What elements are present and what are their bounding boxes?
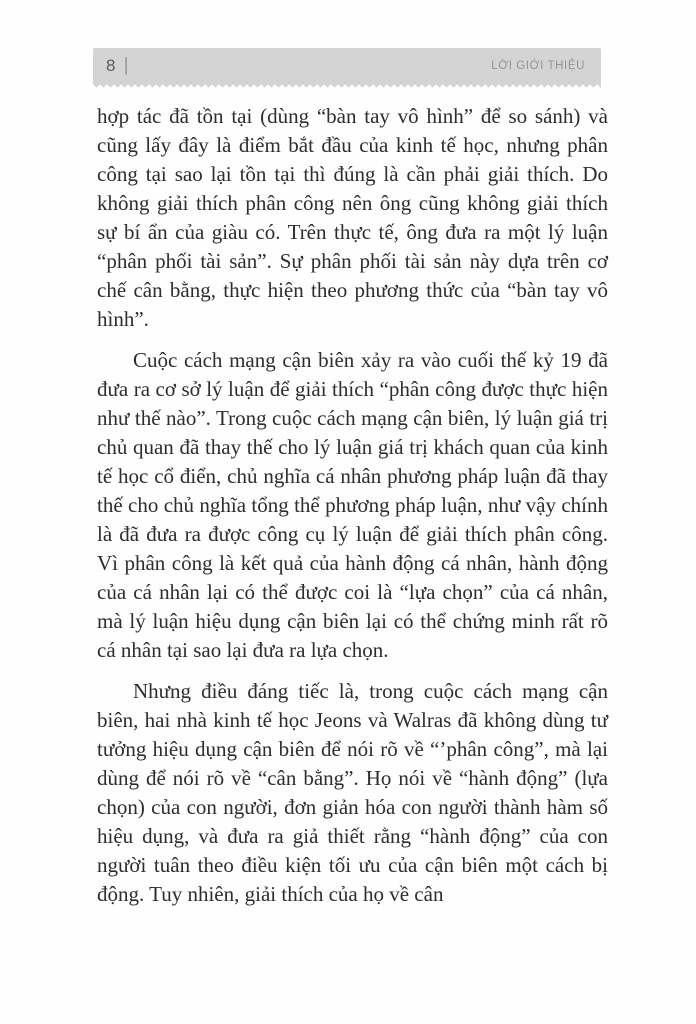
page-number: 8 [106,56,116,75]
page-number-group [106,56,128,76]
running-title: LỜI GIỚI THIỆU [491,60,585,72]
page-body [97,102,608,921]
header-separator: | [123,55,129,76]
paragraph-2: Cuộc cách mạng cận biên xảy ra vào cuối thế kỷ 19 đã đưa ra cơ sở lý luận để giải thích “phân công được thực hiện như thế nào”. Trong cuộc cách mạng cận biên, lý luận giá trị chủ quan đã thay thế cho lý luận giá trị khách quan của kinh tế học cổ điển, chủ nghĩa cá nhân phương pháp luận đã thay thế cho chủ nghĩa tổng thể phương pháp luận, như vậy chính là đã đưa ra được công cụ lý luận để giải thích phân công. Vì phân công là kết quả của hành động cá nhân, hành động của cá nhân lại có thể được coi là “lựa chọn” của cá nhân, mà lý luận hiệu dụng cận biên lại có thể chứng minh rất rõ cá nhân tại sao lại đưa ra lựa chọn. [97,348,608,662]
paragraph-1: hợp tác đã tồn tại (dùng “bàn tay vô hình” để so sánh) và cũng lấy đây là điểm bắt đầu của kinh tế học, nhưng phân công tại sao lại tồn tại thì đúng là cần phải giải thích. Do không giải thích phân công nên ông cũng không giải thích sự bí ẩn của giàu có. Trên thực tế, ông đưa ra một lý luận “phân phối tài sản”. Sự phân phối tài sản này dựa trên cơ chế cân bằng, thực hiện theo phương thức của “bàn tay vô hình”. [97,104,608,331]
running-header [93,48,601,84]
paragraph-3: Nhưng điều đáng tiếc là, trong cuộc cách mạng cận biên, hai nhà kinh tế học Jeons và Walras đã không dùng tư tưởng hiệu dụng cận biên để nói rõ về “’phân công”, mà lại dùng để nói rõ về “cân bằng”. Họ nói về “hành động” (lựa chọn) của con người, đơn giản hóa con người thành hàm số hiệu dụng, và đưa ra giả thiết rằng “hành động” của con người tuân theo điều kiện tối ưu của cận biên một cách bị động. Tuy nhiên, giải thích của họ về cân [97,679,608,906]
